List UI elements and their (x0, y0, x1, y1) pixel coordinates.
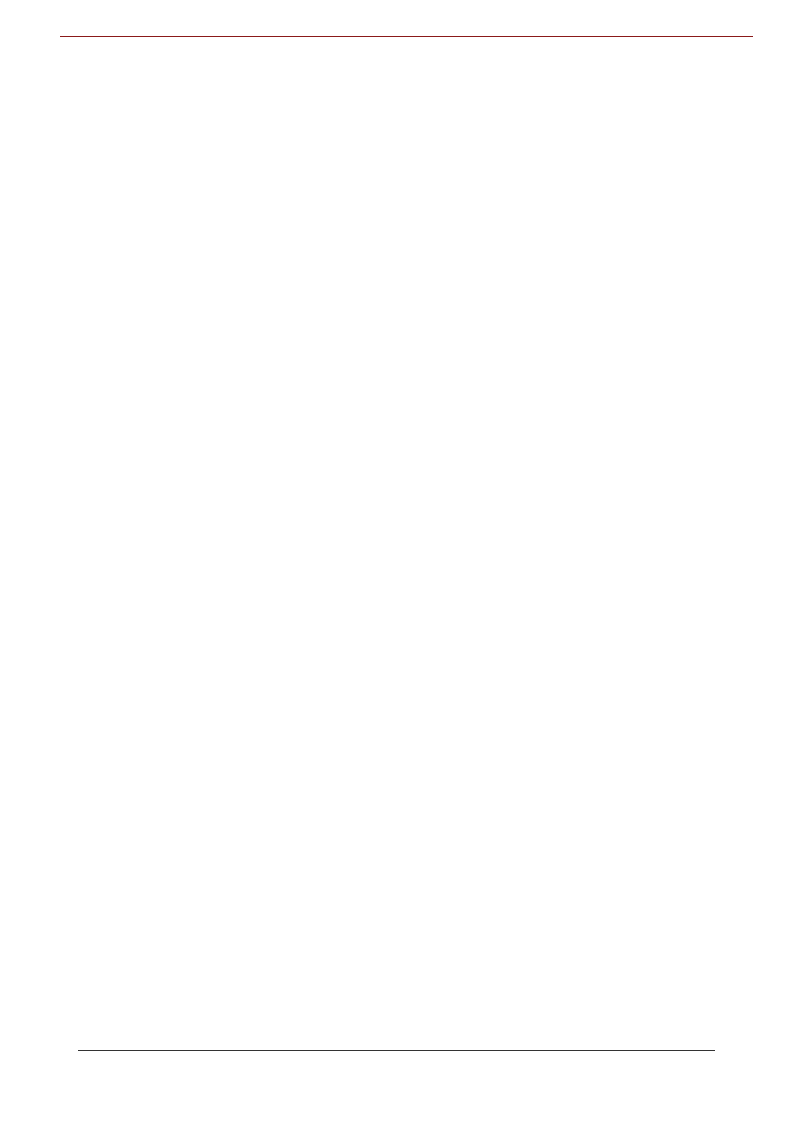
report-header-title (60, 30, 753, 37)
footer-divider (78, 1050, 715, 1051)
